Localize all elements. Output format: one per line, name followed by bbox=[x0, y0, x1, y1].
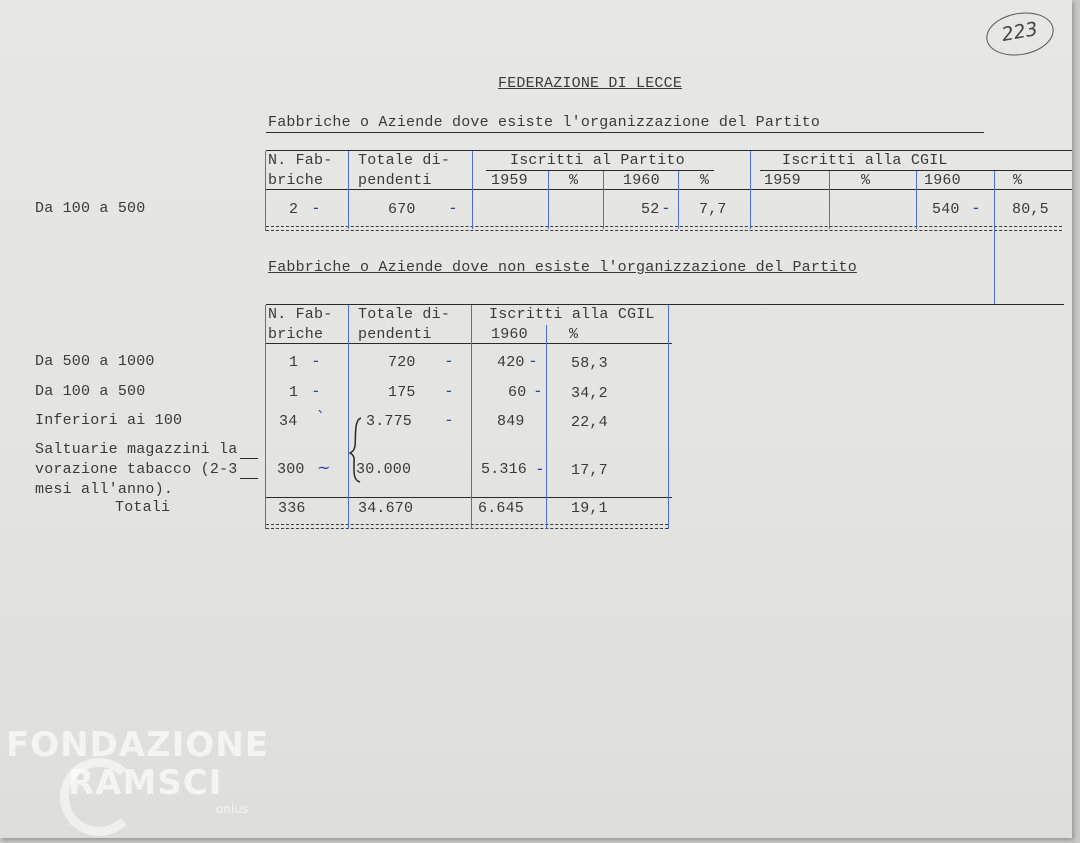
section1-heading-underline bbox=[266, 132, 984, 133]
s1-vline bbox=[829, 171, 830, 229]
s2-row3-tot: 3.775 bbox=[366, 413, 413, 430]
s2-row2-tot: 175 bbox=[388, 384, 416, 401]
page-number-stamp bbox=[983, 7, 1057, 60]
s1-vline bbox=[750, 151, 751, 229]
tick-mark: - bbox=[446, 351, 452, 370]
tick-mark: - bbox=[313, 198, 319, 217]
s2-totals-label: Totali bbox=[115, 499, 171, 516]
s2-row2-n: 1 bbox=[289, 384, 299, 401]
s1-h-iscritti-partito: Iscritti al Partito bbox=[510, 152, 685, 169]
s2-h-nfab-2: briche bbox=[268, 326, 324, 343]
s2-vline bbox=[668, 305, 669, 529]
tick-mark: - bbox=[446, 410, 452, 429]
label-underline bbox=[240, 458, 258, 459]
s1-h-1960a: 1960 bbox=[623, 172, 660, 189]
s2-vline bbox=[546, 325, 547, 529]
s2-h-year: 1960 bbox=[491, 326, 528, 343]
partito-subrule bbox=[486, 170, 714, 171]
label-underline bbox=[240, 478, 258, 479]
s1-h-nfab-1: N. Fab- bbox=[268, 152, 333, 169]
s2-row4-label-1: Saltuarie magazzini la bbox=[35, 441, 238, 458]
s2-h-pct: % bbox=[569, 326, 579, 343]
tick-mark: ` bbox=[317, 408, 325, 427]
s1-row-tot: 670 bbox=[388, 201, 416, 218]
s2-row4-isc: 5.316 bbox=[481, 461, 528, 478]
tick-mark: - bbox=[535, 381, 541, 400]
page-title: FEDERAZIONE DI LECCE bbox=[498, 75, 683, 92]
s1-h-tot-2: pendenti bbox=[358, 172, 432, 189]
s2-row3-isc: 849 bbox=[497, 413, 525, 430]
s2-row4-pct: 17,7 bbox=[571, 462, 608, 479]
section1-heading: Fabbriche o Aziende dove esiste l'organizzazione del Partito bbox=[268, 114, 821, 131]
s1-row-p1960: 52 bbox=[641, 201, 660, 218]
section2-heading: Fabbriche o Aziende dove non esiste l'organizzazione del Partito bbox=[268, 259, 857, 276]
s2-row3-label: Inferiori ai 100 bbox=[35, 412, 183, 429]
s1-h-tot-1: Totale di- bbox=[358, 152, 451, 169]
s1-vline bbox=[548, 171, 549, 229]
s2-h-iscritti-cgil: Iscritti alla CGIL bbox=[489, 306, 655, 323]
s2-h-nfab-1: N. Fab- bbox=[268, 306, 333, 323]
s1-vline bbox=[994, 171, 995, 305]
tick-mark: - bbox=[313, 381, 319, 400]
tick-mark: ~ bbox=[317, 458, 331, 477]
s1-h-nfab-2: briche bbox=[268, 172, 324, 189]
s1-row-c1960pct: 80,5 bbox=[1012, 201, 1049, 218]
s1-h-pct-a: % bbox=[569, 172, 579, 189]
s1-row-label: Da 100 a 500 bbox=[35, 200, 146, 217]
watermark-line3: onlus bbox=[216, 802, 249, 816]
tick-mark: - bbox=[450, 198, 456, 217]
s1-row-p1960pct: 7,7 bbox=[699, 201, 727, 218]
section2-totals-rule bbox=[266, 497, 672, 498]
s2-row3-pct: 22,4 bbox=[571, 414, 608, 431]
s2-row4-n: 300 bbox=[277, 461, 305, 478]
s1-h-1959a: 1959 bbox=[491, 172, 528, 189]
watermark-line1: FONDAZIONE bbox=[6, 725, 270, 765]
s2-row1-tot: 720 bbox=[388, 354, 416, 371]
s1-h-iscritti-cgil: Iscritti alla CGIL bbox=[782, 152, 948, 169]
section1-top-rule bbox=[266, 150, 1072, 151]
section1-header-bottom-rule bbox=[266, 189, 1072, 190]
s1-vline bbox=[916, 171, 917, 229]
s2-row1-n: 1 bbox=[289, 354, 299, 371]
watermark bbox=[6, 726, 269, 816]
s2-totals-isc: 6.645 bbox=[478, 500, 525, 517]
tick-mark: - bbox=[663, 198, 669, 217]
tick-mark: - bbox=[313, 351, 319, 370]
section1-double-rule bbox=[266, 226, 1062, 231]
s2-vline bbox=[265, 305, 266, 529]
section2-double-rule bbox=[266, 524, 668, 529]
s2-row3-n: 34 bbox=[279, 413, 298, 430]
tick-mark: - bbox=[537, 459, 543, 478]
s2-row4-label-2: vorazione tabacco (2-3 bbox=[35, 461, 238, 478]
s2-totals-tot: 34.670 bbox=[358, 500, 414, 517]
s1-h-1960b: 1960 bbox=[924, 172, 961, 189]
tick-mark: - bbox=[446, 381, 452, 400]
s1-vline bbox=[678, 171, 679, 229]
s2-row4-label-3: mesi all'anno). bbox=[35, 481, 174, 498]
s2-row4-tot: 30.000 bbox=[356, 461, 412, 478]
s1-h-1959b: 1959 bbox=[764, 172, 801, 189]
s2-row1-label: Da 500 a 1000 bbox=[35, 353, 155, 370]
s2-totals-pct: 19,1 bbox=[571, 500, 608, 517]
tick-mark: - bbox=[530, 351, 536, 370]
s2-row1-pct: 58,3 bbox=[571, 355, 608, 372]
section2-header-bottom-rule bbox=[266, 343, 672, 344]
s1-vline bbox=[603, 171, 604, 229]
s2-row2-isc: 60 bbox=[508, 384, 527, 401]
s2-row2-label: Da 100 a 500 bbox=[35, 383, 146, 400]
s1-vline bbox=[348, 151, 349, 229]
s1-row-c1960: 540 bbox=[932, 201, 960, 218]
s2-totals-n: 336 bbox=[278, 500, 306, 517]
s2-row2-pct: 34,2 bbox=[571, 385, 608, 402]
tick-mark: - bbox=[973, 198, 979, 217]
s1-vline bbox=[472, 151, 473, 229]
s2-vline bbox=[471, 305, 472, 529]
s1-vline bbox=[265, 151, 266, 231]
s1-h-pct-b: % bbox=[700, 172, 710, 189]
watermark-line2: RAMSCI bbox=[68, 763, 223, 803]
s1-h-pct-d: % bbox=[1013, 172, 1023, 189]
s1-row-n: 2 bbox=[289, 201, 299, 218]
s2-row1-isc: 420 bbox=[497, 354, 525, 371]
s2-h-tot-1: Totale di- bbox=[358, 306, 451, 323]
s2-h-tot-2: pendenti bbox=[358, 326, 432, 343]
page-number: 223 bbox=[999, 18, 1040, 47]
s1-h-pct-c: % bbox=[861, 172, 871, 189]
section2-top-rule bbox=[266, 304, 1064, 305]
